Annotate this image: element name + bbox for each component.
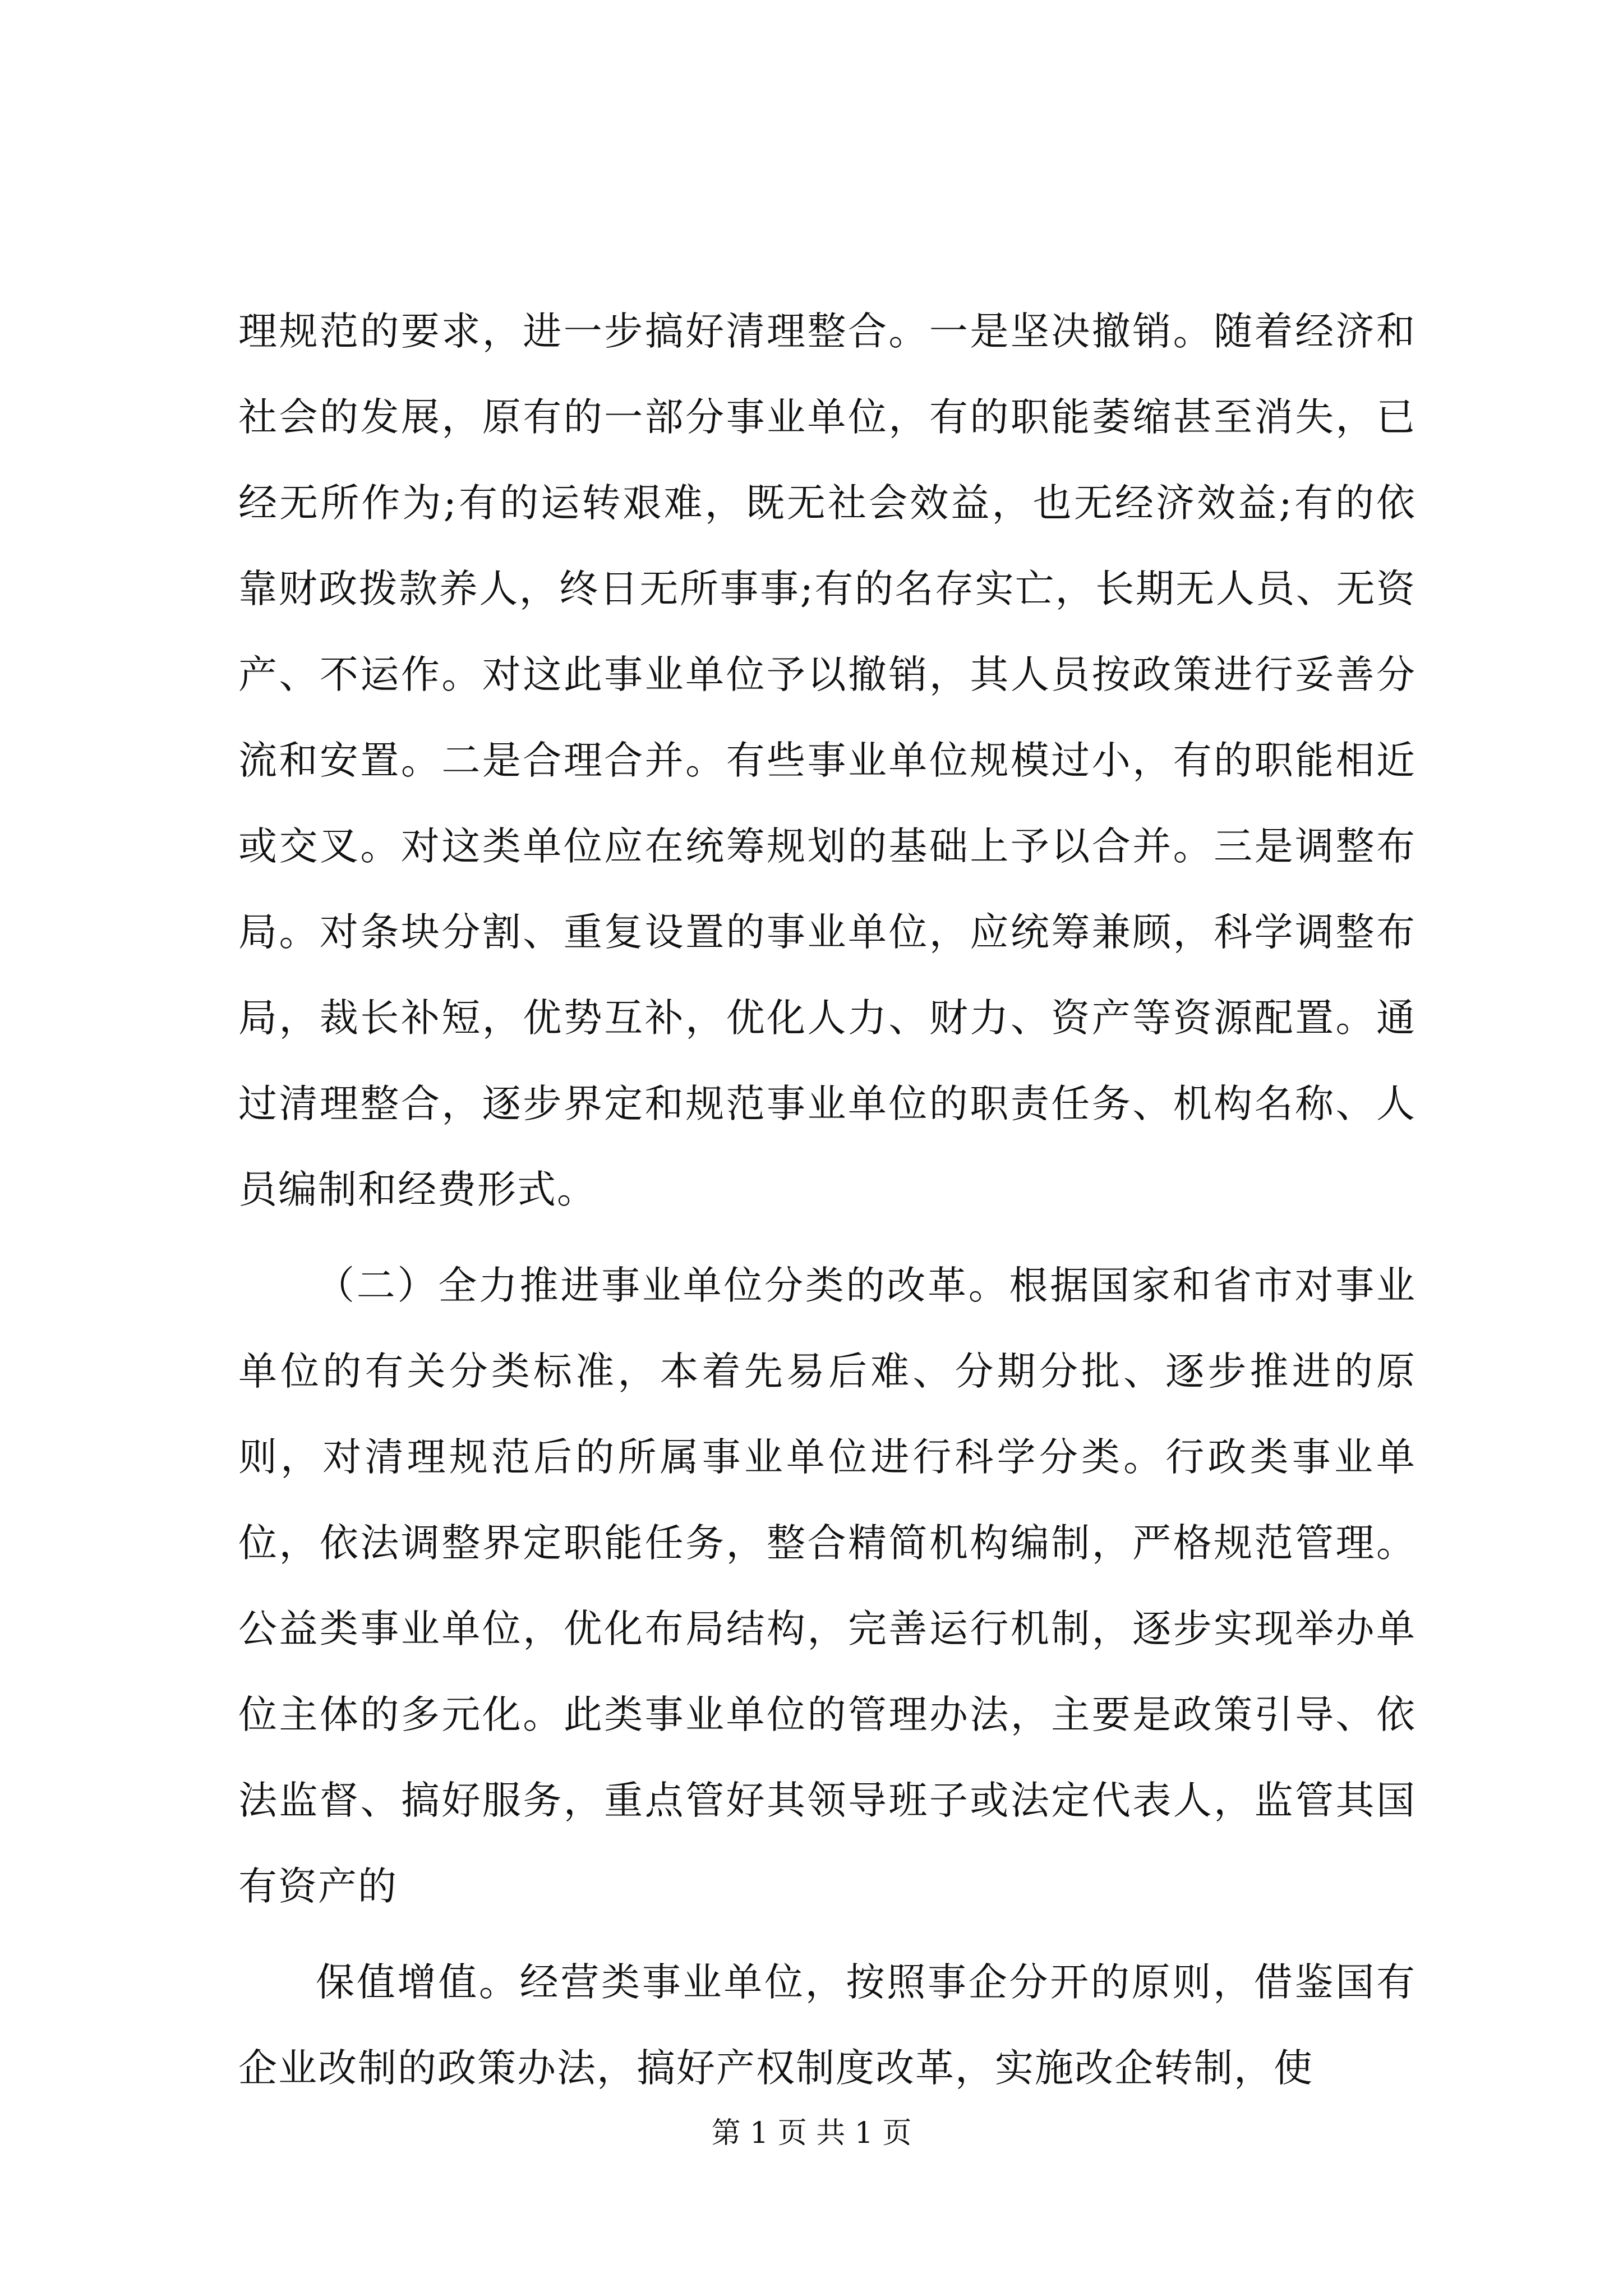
paragraph-2: （二）全力推进事业单位分类的改革。根据国家和省市对事业单位的有关分类标准，本着先易后难、分期分批、逐步推进的原则，对清理规范后的所属事业单位进行科学分类。行政类事业单位，依法调整界定职能任务，整合精简机构编制，严格规范管理。公益类事业单位，优化布局结构，完善运行机制，逐步实现举办单位主体的多元化。此类事业单位的管理办法，主要是政策引导、依法监督、搞好服务，重点管好其领导班子或法定代表人，监管其国有资产的 — [238, 1263, 1416, 1909]
paragraph-1: 理规范的要求，进一步搞好清理整合。一是坚决撤销。随着经济和社会的发展，原有的一部分事业单位，有的职能萎缩甚至消失，已经无所作为;有的运转艰难，既无社会效益，也无经济效益;有的依靠财政拨款养人，终日无所事事;有的名存实亡，长期无人员、无资产、不运作。对这此事业单位予以撤销，其人员按政策进行妥善分流和安置。二是合理合并。有些事业单位规模过小，有的职能相近或交叉。对这类单位应在统筹规划的基础上予以合并。三是调整布局。对条块分割、重复设置的事业单位，应统筹兼顾，科学调整布局，裁长补短，优势互补，优化人力、财力、资产等资源配置。通过清理整合，逐步界定和规范事业单位的职责任务、机构名称、人员编制和经费形式。 — [238, 309, 1416, 1212]
paragraph-3: 保值增值。经营类事业单位，按照事企分开的原则，借鉴国有企业改制的政策办法，搞好产权制度改革，实施改企转制，使 — [238, 1960, 1416, 2091]
document-body — [238, 289, 1416, 2111]
page-footer: 第 1 页 共 1 页 — [711, 2116, 912, 2150]
